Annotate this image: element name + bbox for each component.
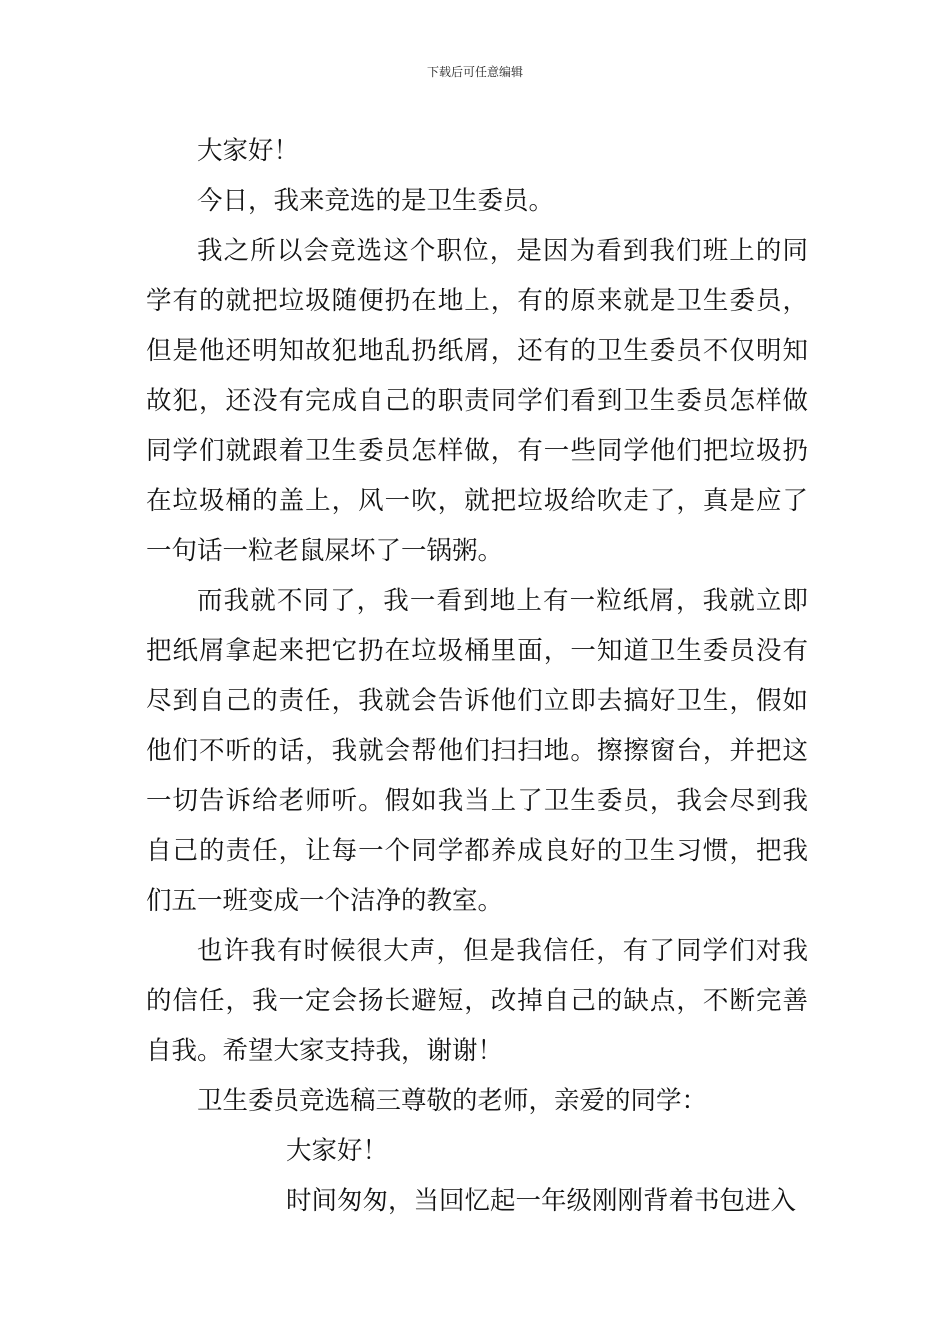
speech-three-opening: 时间匆匆，当回忆起一年级刚刚背着书包进入 bbox=[286, 1186, 797, 1216]
reason-paragraph: 我之所以会竞选这个职位，是因为看到我们班上的同学有的就把垃圾随便扔在地上，有的原来就是卫生委员，但是他还明知故犯地乱扔纸屑，还有的卫生委员不仅明知故犯，还没有完成自己的职责同学们看到卫生委员怎样做同学们就跟着卫生委员怎样做，有一些同学他们把垃圾扔在垃圾桶的盖上，风一吹，就把垃圾给吹走了，真是应了一句话一粒老鼠屎坏了一锅粥。 bbox=[146, 236, 808, 566]
speech-three-greeting: 大家好！ bbox=[286, 1136, 389, 1166]
document-body bbox=[146, 126, 808, 1226]
greeting-paragraph: 大家好！ bbox=[197, 136, 300, 166]
page-header: 下载后可任意编辑 bbox=[426, 65, 523, 79]
closing-paragraph: 也许我有时候很大声，但是我信任，有了同学们对我的信任，我一定会扬长避短，改掉自己的缺点，不断完善自我。希望大家支持我，谢谢！ bbox=[146, 936, 808, 1066]
intro-paragraph: 今日，我来竞选的是卫生委员。 bbox=[197, 186, 555, 216]
difference-paragraph: 而我就不同了，我一看到地上有一粒纸屑，我就立即把纸屑拿起来把它扔在垃圾桶里面，一知道卫生委员没有尽到自己的责任，我就会告诉他们立即去搞好卫生，假如他们不听的话，我就会帮他们扫扫地。擦擦窗台，并把这一切告诉给老师听。假如我当上了卫生委员，我会尽到我自己的责任，让每一个同学都养成良好的卫生习惯，把我们五一班变成一个洁净的教室。 bbox=[146, 586, 808, 916]
speech-three-title: 卫生委员竞选稿三尊敬的老师，亲爱的同学： bbox=[197, 1086, 708, 1116]
